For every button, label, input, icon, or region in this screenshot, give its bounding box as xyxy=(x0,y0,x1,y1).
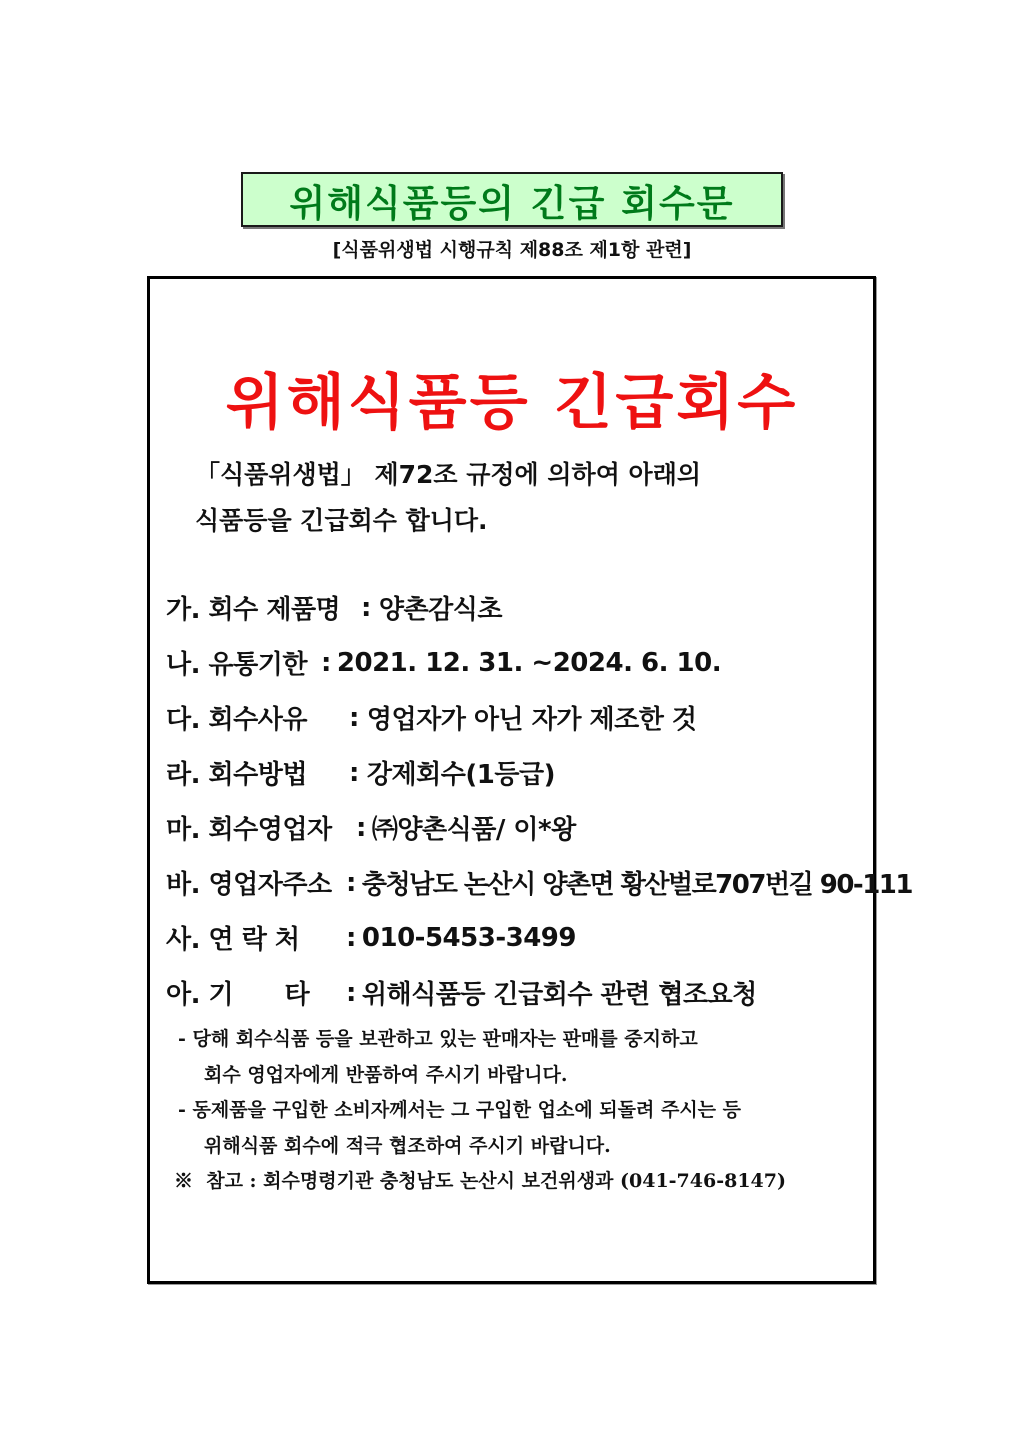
detail-label: 라. 회수방법 xyxy=(166,760,308,790)
note-2 xyxy=(178,1093,786,1129)
detail-method xyxy=(166,745,912,800)
detail-label: 아. 기 타 xyxy=(166,980,310,1010)
detail-contact xyxy=(166,910,912,965)
detail-value: ㈜양촌식품/ 이*왕 xyxy=(371,815,576,845)
legal-reference-subtitle: [식품위생법 시행규칙 제88조 제1항 관련] xyxy=(332,239,692,261)
note-1 xyxy=(178,1022,786,1058)
detail-value: 영업자가 아닌 자가 제조한 것 xyxy=(366,705,697,735)
detail-separator: : xyxy=(349,757,359,788)
detail-value: 위해식품등 긴급회수 관련 협조요청 xyxy=(361,980,757,1010)
detail-value: 강제회수(1등급) xyxy=(366,760,555,790)
detail-value: 양촌감식초 xyxy=(378,595,502,625)
detail-label: 나. 유통기한 xyxy=(166,650,308,680)
title-banner xyxy=(241,172,783,227)
note-bullet: - xyxy=(178,1099,186,1121)
detail-label: 다. 회수사유 xyxy=(166,705,308,735)
note-text-line1: 동제품을 구입한 소비자께서는 그 구입한 업소에 되돌려 주시는 등 xyxy=(192,1099,741,1121)
detail-other xyxy=(166,965,912,1020)
detail-value: 충청남도 논산시 양촌면 황산벌로707번길 90-111 xyxy=(361,870,912,900)
detail-separator: : xyxy=(361,592,371,623)
note-bullet: - xyxy=(178,1028,186,1050)
note-1-continued: 회수 영업자에게 반품하여 주시기 바랍니다. xyxy=(204,1063,568,1086)
document-title: 위해식품등의 긴급 회수문 xyxy=(289,181,735,225)
detail-label: 가. 회수 제품명 xyxy=(166,595,341,625)
recall-details-list xyxy=(166,580,912,1020)
detail-separator: : xyxy=(346,977,356,1008)
detail-separator: : xyxy=(321,647,331,678)
detail-label: 사. 연 락 처 xyxy=(166,925,300,955)
reference-note: ※ 참고 : 회수명령기관 충청남도 논산시 보건위생과 (041-746-8147) xyxy=(174,1170,786,1192)
notes-section xyxy=(174,1022,786,1200)
detail-product-name xyxy=(166,580,912,635)
detail-reason xyxy=(166,690,912,745)
notice-heading: 위해식품등 긴급회수 xyxy=(225,368,799,438)
detail-label: 바. 영업자주소 xyxy=(166,870,332,900)
intro-line-1: 「식품위생법」 제72조 규정에 의하여 아래의 xyxy=(195,460,702,489)
intro-paragraph xyxy=(195,452,701,544)
detail-value: 010-5453-3499 xyxy=(361,922,576,953)
detail-expiry xyxy=(166,635,912,690)
detail-address xyxy=(166,855,912,910)
detail-business-operator xyxy=(166,800,912,855)
note-text-line1: 당해 회수식품 등을 보관하고 있는 판매자는 판매를 중지하고 xyxy=(192,1028,698,1050)
detail-value: 2021. 12. 31. ~2024. 6. 10. xyxy=(336,647,722,678)
intro-line-2: 식품등을 긴급회수 합니다. xyxy=(195,506,488,535)
detail-separator: : xyxy=(349,702,359,733)
detail-separator: : xyxy=(356,812,366,843)
detail-label: 마. 회수영업자 xyxy=(166,815,332,845)
note-2-continued: 위해식품 회수에 적극 협조하여 주시기 바랍니다. xyxy=(204,1134,611,1157)
detail-separator: : xyxy=(346,922,356,953)
detail-separator: : xyxy=(346,867,356,898)
